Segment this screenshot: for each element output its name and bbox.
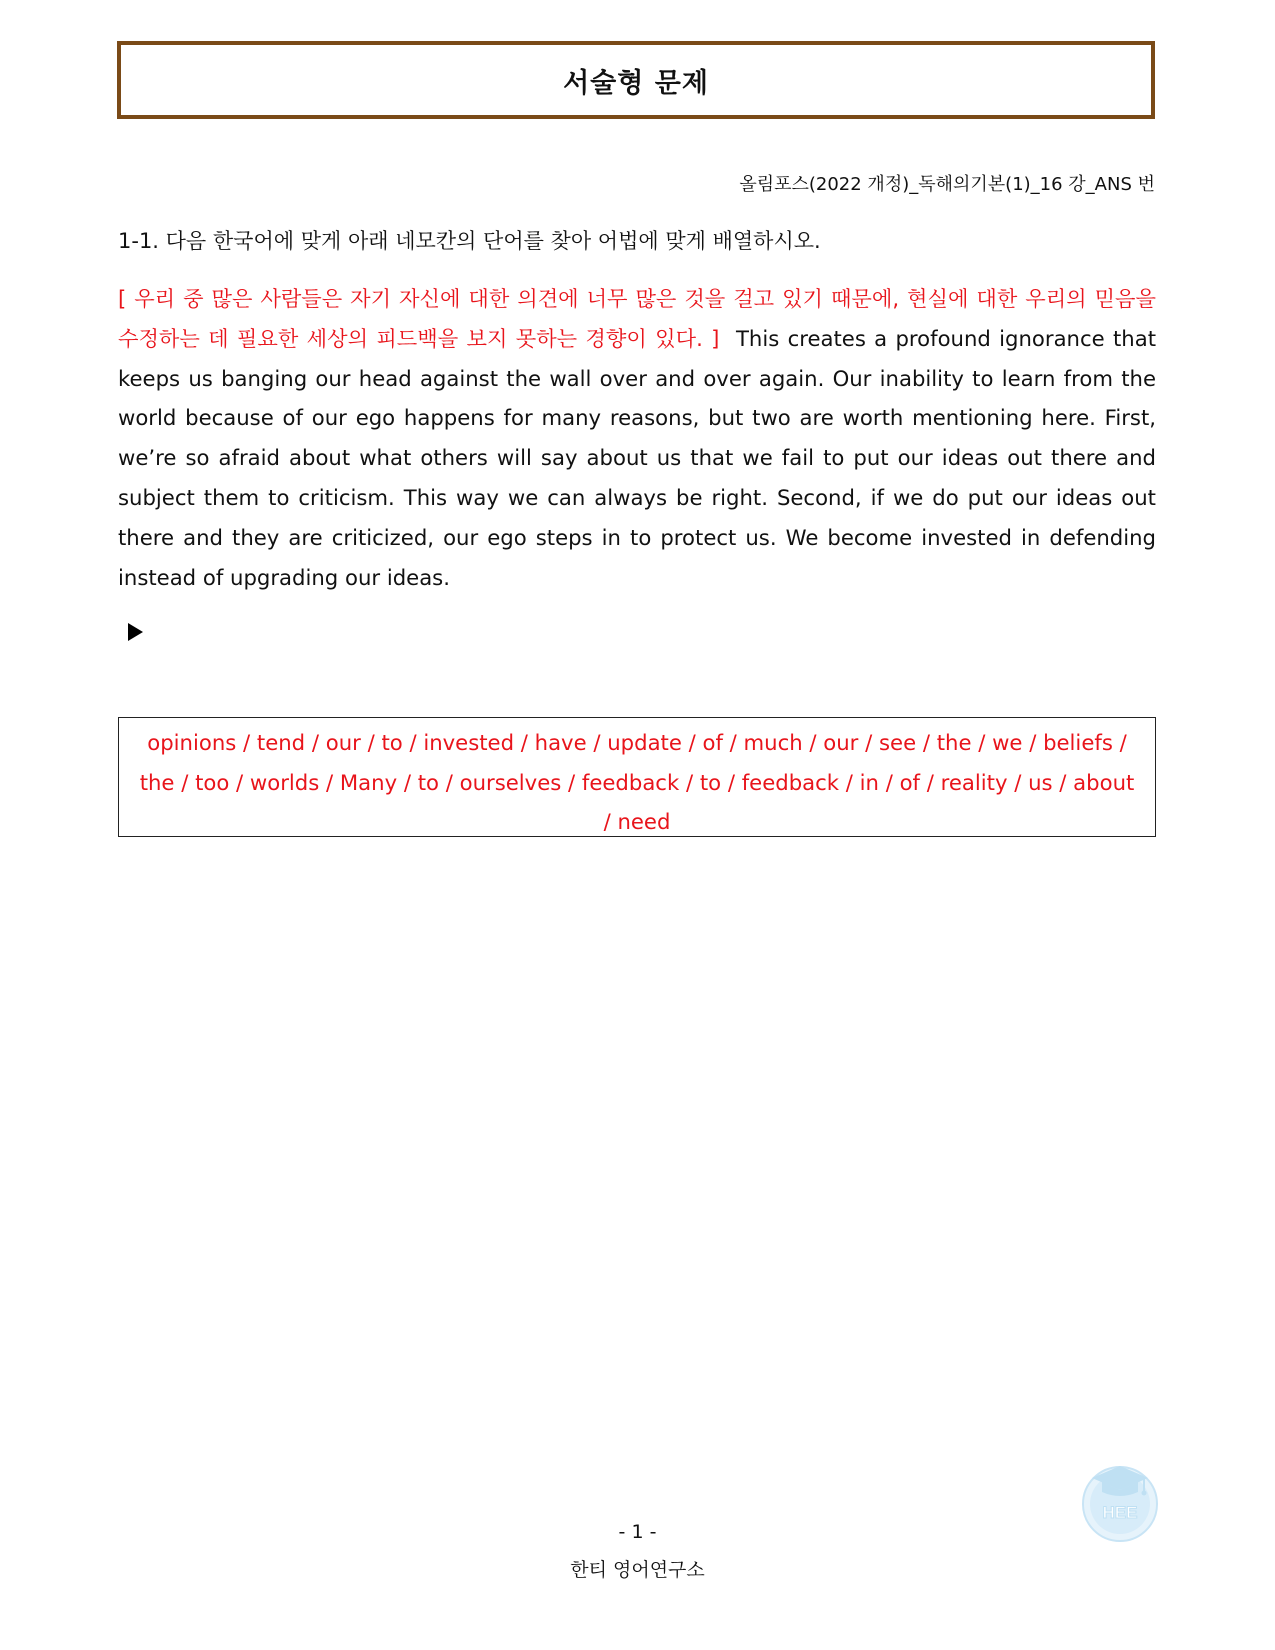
title-box: [117, 41, 1155, 119]
question-prompt: 1-1. 다음 한국어에 맞게 아래 네모칸의 단어를 찾아 어법에 맞게 배열하시오.: [118, 229, 821, 253]
publisher-footer: 한티 영어연구소: [570, 1559, 705, 1581]
page-title: 서술형 문제: [563, 67, 709, 99]
hee-logo: [1078, 1458, 1162, 1542]
answer-arrow-icon: [128, 623, 143, 641]
english-passage: This creates a profound ignorance that keeps us banging our head against the wall over and over again. Our inability to learn from the world because of our ego happens for many reasons, but two are worth mentioning here. First, we’re so afraid about what others will say about us that we fail to put our ideas out there and subject them to criticism. This way we can always be right. Second, if we do put our ideas out there and they are criticized, our ego steps in to protect us. We become invested in defending instead of upgrading our ideas.: [118, 325, 1156, 590]
korean-translation: [ 우리 중 많은 사람들은 자기 자신에 대한 의견에 너무 많은 것을 걸고 있기 때문에, 현실에 대한 우리의 믿음을 수정하는 데 필요한 세상의 피드백을 보지 못하는 경향이 있다. ]: [118, 286, 1156, 351]
logo-text: HEE: [1102, 1503, 1138, 1522]
word-bank-box: opinions / tend / our / to / invested / have / update / of / much / our / see / the / we / beliefs / the / too / worlds / Many / to / ourselves / feedback / to / feedback / in / of / reality / us / about / need: [118, 717, 1156, 837]
passage: [118, 279, 1156, 597]
page-number: - 1 -: [618, 1521, 657, 1543]
source-label: 올림포스(2022 개정)_독해의기본(1)_16 강_ANS 번: [739, 174, 1155, 195]
